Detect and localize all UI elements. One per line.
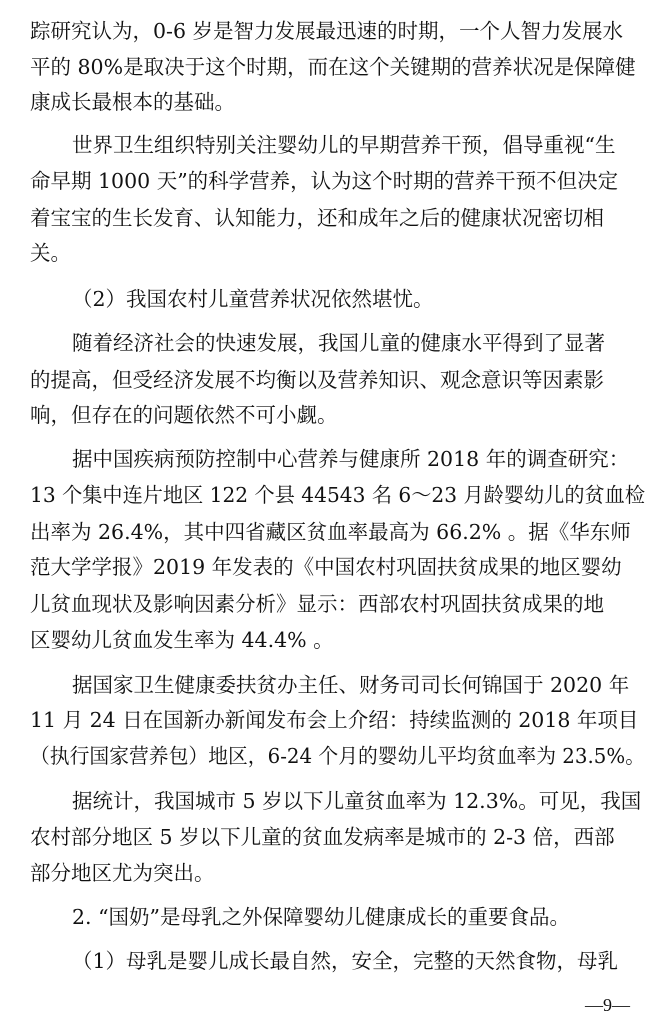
text-line: 部分地区尤为突出。	[30, 861, 215, 885]
text-line: 世界卫生组织特别关注婴幼儿的早期营养干预，倡导重视“生	[72, 133, 616, 157]
text-line: 据中国疾病预防控制中心营养与健康所 2018 年的调查研究：	[72, 447, 630, 471]
text-line: 11 月 24 日在国新办新闻发布会上介绍：持续监测的 2018 年项目	[30, 708, 639, 732]
text-line: 康成长最根本的基础。	[30, 90, 235, 114]
text-line: 据统计，我国城市 5 岁以下儿童贫血率为 12.3%。可见，我国	[72, 789, 642, 813]
text-line: 农村部分地区 5 岁以下儿童的贫血发病率是城市的 2-3 倍，西部	[30, 825, 615, 849]
text-line: 随着经济社会的快速发展，我国儿童的健康水平得到了显著	[72, 331, 605, 355]
text-line: 着宝宝的生长发育、认知能力，还和成年之后的健康状况密切相	[30, 206, 604, 230]
page-number: —9—	[585, 995, 630, 1015]
text-line: 范大学学报》2019 年发表的《中国农村巩固扶贫成果的地区婴幼	[30, 555, 622, 579]
text-line: 命早期 1000 天”的科学营养，认为这个时期的营养干预不但决定	[30, 169, 619, 193]
text-line: 平的 80%是取决于这个时期，而在这个关键期的营养状况是保障健	[30, 55, 636, 79]
text-line: （执行国家营养包）地区，6-24 个月的婴幼儿平均贫血率为 23.5%。	[30, 744, 646, 768]
text-line: （1）母乳是婴儿成长最自然，安全，完整的天然食物，母乳	[72, 949, 619, 973]
text-line: 13 个集中连片地区 122 个县 44543 名 6～23 月龄婴幼儿的贫血检	[30, 483, 645, 507]
text-line: 踪研究认为，0-6 岁是智力发展最迅速的时期，一个人智力发展水	[30, 19, 624, 43]
text-line: 的提高，但受经济发展不均衡以及营养知识、观念意识等因素影	[30, 368, 604, 392]
text-line: 儿贫血现状及影响因素分析》显示：西部农村巩固扶贫成果的地	[30, 592, 604, 616]
text-line: 关。	[30, 241, 71, 265]
text-line: 响，但存在的问题依然不可小觑。	[30, 403, 338, 427]
text-line: 据国家卫生健康委扶贫办主任、财务司司长何锦国于 2020 年	[72, 673, 630, 697]
section-heading: 2. “国奶”是母乳之外保障婴幼儿健康成长的重要食品。	[72, 905, 571, 929]
text-line: 出率为 26.4%，其中四省藏区贫血率最高为 66.2% 。据《华东师	[30, 520, 631, 544]
text-line: 区婴幼儿贫血发生率为 44.4% 。	[30, 628, 334, 652]
section-heading: （2）我国农村儿童营养状况依然堪忧。	[72, 287, 434, 311]
